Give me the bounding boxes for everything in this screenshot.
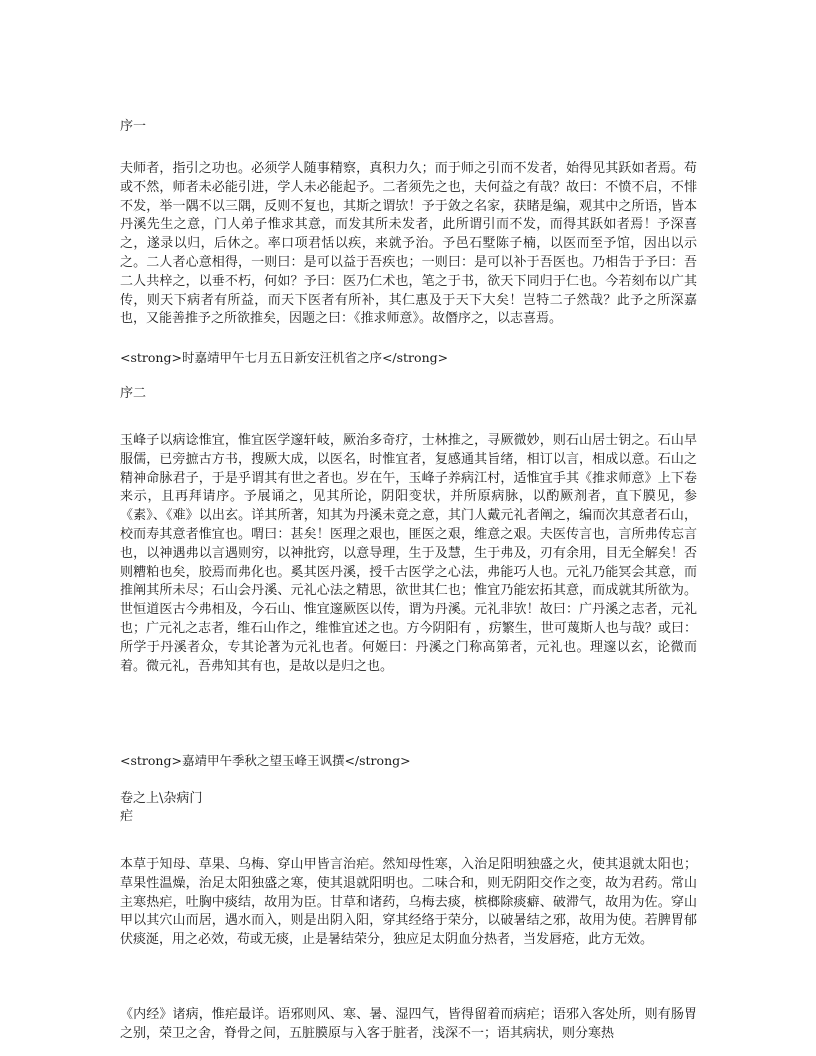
volume-title: 卷之上\杂病门	[120, 791, 203, 806]
preface-2-signature: <strong>嘉靖甲午季秋之望玉峰王讽撰</strong>	[120, 753, 411, 768]
preface-1-body: 夫师者，指引之功也。必须学人随事精察，真积力久；而于师之引而不发者，始得见其跃如者焉。苟或不然，师者未必能引进，学人未必能起予。二者须先之也，夫何益之有哉？故曰：不愤不启，不悱不发，举一隅不以三隅，反则不复也，其斯之谓欤！予于敛之名家，获睹是编，观其中之所语，皆本丹溪先生之意，门人弟子惟求其意，而发其所未发者，此所谓引而不发，而得其跃如者焉！予深喜之，遂录以归，后休之。率口项君恬以疾，来就予治。予邑石墅陈子楠，以医而至予馆，因出以示之。二人者心意相得，一则曰：是可以益于吾疾也；一则曰：是可以补于吾医也。乃相告于予曰：吾二人共梓之，以垂不朽，何如？予曰：医乃仁术也，笔之于书，欲天下同归于仁也。今若刻布以广其传，则天下病者有所益，而天下医者有所补，其仁惠及于天下大矣！岂特二子然哉？此予之所深嘉也，又能善推予之所欲推矣，因题之曰：《推求师意》。故僭序之，以志喜焉。	[120, 161, 697, 327]
section-paragraph: 本草于知母、草果、乌梅、穿山甲皆言治疟。然知母性寒，入治足阳明独盛之火，使其退就太阳也；草果性温燥，治足太阳独盛之寒，使其退就阳明也。二味合和，则无阴阳交作之变，故为君药。常山主寒热疟，吐胸中痰结，故用为臣。甘草和诸药，乌梅去痰，槟榔除痰癖、破滞气，故用为佐。穿山甲以其穴山而居，遇水而入，则是出阴入阳，穿其经络于荣分，以破暑结之邪，故用为使。若脾胃郁伏痰涎，用之必效，苟或无痰，止是暑结荣分，独应足太阴血分热者，当发唇疮，此方无效。	[120, 857, 697, 948]
preface-1-heading: 序一	[120, 119, 147, 134]
preface-1-signature: <strong>时嘉靖甲午七月五日新安汪机省之序</strong>	[120, 350, 449, 365]
section-paragraph: 《内经》诸病，惟疟最详。语邪则风、寒、暑、湿四气，皆得留着而病疟；语邪入客处所，则有肠胃之别，荣卫之舍，脊骨之间，五脏膜原与入客于脏者，浅深不一；语其病状，则分寒热	[120, 1007, 697, 1041]
preface-2-heading: 序二	[120, 386, 147, 401]
section-title: 疟	[120, 809, 134, 824]
preface-2-body: 玉峰子以病谂惟宜，惟宜医学邃轩岐，厥治多奇疗，士林推之，寻厥微妙，则石山居士钥之。石山早服儒，已旁摭古方书，搜厥大成，以医名，时惟宜者，复感通其旨绪，相订以言，相成以意。石山之精神命脉君子，于是乎谓其有世之者也。岁在午，玉峰子养病江村，适惟宜手其《推求师意》上下卷来示，且再拜请序。予展诵之，见其所论，阴阳变状，并所原病脉，以酌厥剂者，直下膜见，参《素》、《难》以出玄。详其所著，知其为丹溪未竟之意，其门人戴元礼者阐之，编而次其意者石山，校而寿其意者惟宜也。喟曰：甚矣！医理之艰也，匪医之艰，维意之艰。夫医传言也，言所弗传忘言也，以神遇弗以言遇则穷，以神批窍，以意导理，生于及慧，生于弗及，刃有余用，目无全解矣！否则糟粕也矣，胶焉而弗化也。奚其医丹溪，授千古医学之心法，弗能巧人也。元礼乃能冥会其意，而推阐其所未尽；石山会丹溪、元礼心法之精思，欲世其仁也；惟宜乃能宏拓其意，而成就其所欲为。世恒道医古今弗相及，今石山、惟宜邃厥医以传，谓为丹溪。元礼非欤！故曰：广丹溪之志者，元礼也；广元礼之志者，维石山作之，维惟宜述之也。方今阴阳有 ，疠繁生，世可蔑斯人也与哉？或曰：所学于丹溪者众，专其论著为元礼也者。何姬曰：丹溪之门称高第者，元礼也。理邃以玄，论微而着。微元礼，吾弗知其有也，是故以是归之也。	[120, 433, 697, 674]
